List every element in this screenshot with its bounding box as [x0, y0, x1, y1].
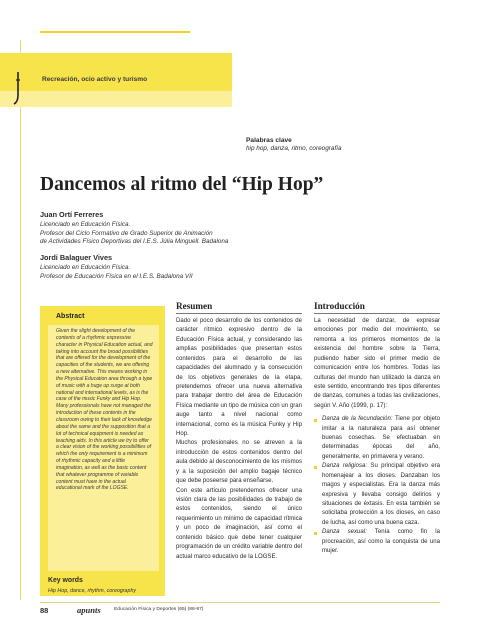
abstract-box	[40, 306, 165, 596]
resumen-paragraph: Dado el poco desarrollo de los contenidos de carácter rítmico expresivo dentro de la Educación Física actual, y considerando las amplias posibilidades que presentan estos contenidos para el desarrollo de las capacidades del alumnado y la consecución de los objetivos generales de la etapa, pretendemos ofrecer una nueva alternativa para trabajar dentro del área de Educación Física mediante un tipo de música con un gran auge tanto a nivel nacional como internacional, como es la música Funky y Hip Hop.	[176, 318, 302, 438]
author-name: Jordi Balaguer Vives	[40, 253, 113, 262]
list-item-lead: Danza religiosa:	[322, 463, 368, 470]
introduccion-column	[314, 301, 440, 605]
abstract-keywords: Hip Hop, dance, rhythm, coreography	[48, 588, 137, 594]
abstract-keywords-title: Key words	[48, 577, 83, 584]
introduccion-text	[314, 317, 440, 605]
keywords-text: hip hop, danza, ritmo, coreografía	[246, 145, 342, 152]
resumen-title: Resumen	[176, 301, 213, 311]
author-affiliation	[40, 221, 228, 247]
affiliation-line: Licenciado en Educación Física.	[40, 264, 131, 271]
list-item	[314, 462, 440, 528]
dance-types-list	[314, 415, 440, 556]
list-item-lead: Danza sexual:	[322, 529, 367, 536]
resumen-column	[176, 301, 302, 605]
introduccion-title: Introducción	[314, 301, 365, 311]
affiliation-line: Profesor del Ciclo Formativo de Grado Superior de Animación	[40, 229, 213, 237]
author-affiliation	[40, 264, 193, 281]
list-item	[314, 528, 440, 556]
article-title: Dancemos al ritmo del “Hip Hop”	[40, 174, 324, 195]
journal-logo: apunts	[77, 605, 101, 615]
page-footer	[40, 602, 440, 615]
abstract-text: Given the slight development of the contents of a rhythmic expressive character in Physical Education actual, and taking into account the broad possibilities that are offered for the development of the capacities of the students, we are offering a new alternative. This means working in the Physical Education area through a type of music with a huge up surge at both national and international levels, as is the case of the music Funky and Hip Hop. Many professionals have not managed the introduction of these contents in the classroom owing to their lack of knowledge about the same and the supposition that a lot of technical equipment is needed as teaching aids. In this article we try to offer a clear vision of the working possibilities of which the only requirement is a minimum of rhythmic capacity and a little imagination, as well as the basic content that whatever programme of variable content must have in the actual educational mark of the LOGSE.	[48, 325, 159, 571]
left-margin-rule	[20, 40, 21, 600]
list-item-lead: Danza de la fecundación:	[322, 416, 393, 423]
introduccion-paragraph: La necesidad de danzar, de expresar emociones por medio del movimiento, se remonta a los primeros momentos de la existencia del hombre sobre la Tierra, pudiendo haber sido el primer medio de comunicación entre los hombres. Todas las culturas del mundo han utilizado la danza en este sentido, encontrando tres tipos diferentes de danzas, comunes a todas las civilizaciones, según V. Año (1999, p. 17):	[314, 318, 440, 409]
list-item	[314, 415, 440, 462]
introduccion-rule	[314, 313, 440, 314]
list-item-text: Su principal objetivo era homenajear a los dioses. Danzaban los magos y especialistas. Era la danza más expresiva y llevaba consigo delirios y situaciones de éxtasis. En esta también se solicitaba protección a los dioses, en caso de lucha, así como una buena caza.	[322, 463, 440, 526]
abstract-title: Abstract	[56, 313, 85, 320]
resumen-text	[176, 317, 302, 605]
resumen-rule	[176, 313, 302, 314]
header-band-lower	[0, 91, 232, 107]
resumen-paragraph: Muchos profesionales no se atreven a la introducción de estos contenidos dentro del aula debido al desconocimiento de los mismos y a la suposición del amplio bagaje técnico que debe poseerse para enseñarse.	[176, 440, 302, 485]
affiliation-line: Licenciado en Educación Física.	[40, 221, 131, 228]
list-item-text: Tenía como fin la procreación, así como la conquista de una mujer.	[322, 529, 440, 555]
section-label: Recreación, ocio activo y turismo	[42, 76, 148, 83]
journal-citation: Educación Física y Deportes (65) (88-97)	[114, 607, 204, 612]
section-symbol-icon	[13, 71, 23, 105]
keywords-title: Palabras clave	[246, 137, 292, 144]
footer-rule	[40, 602, 440, 603]
author-name: Juan Ortí Ferreres	[40, 210, 104, 219]
resumen-paragraph: Con este artículo pretendemos ofrecer una visión clara de las posibilidades de trabajo de estos contenidos, siendo el único requerimiento un mínimo de capacidad rítmica y un poco de imaginación, así como el contenido básico que debe tener cualquier programación de un crédito variable dentro del actual marco educativo de la LOGSE.	[176, 487, 302, 560]
affiliation-line: de Actividades Físico Deportivas del I.E.S. Júlia Minguell. Badalona	[40, 238, 229, 246]
top-accent-line	[40, 31, 190, 33]
page-number: 88	[40, 606, 49, 615]
affiliation-line: Profesor de Educación Física en el I.E.S. Badalona VII	[40, 272, 193, 280]
list-item-text: Tiene por objeto imitar a la naturaleza para así obtener buenas cosechas. Se efectuaban en determinadas épocas del año, generalmente, en primavera y verano.	[322, 416, 440, 460]
header-band	[0, 53, 232, 91]
